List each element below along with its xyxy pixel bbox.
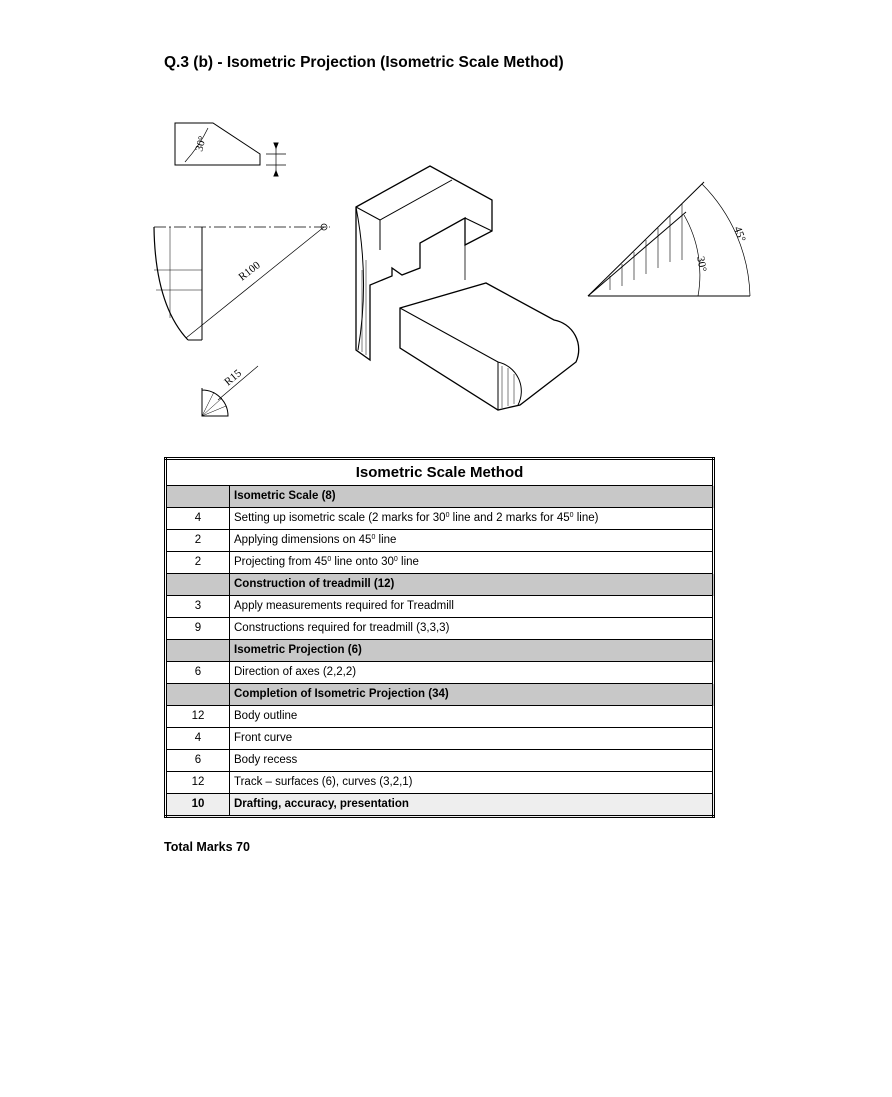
table-heading-row xyxy=(166,459,714,486)
section-mark-cell xyxy=(166,486,230,508)
table-row xyxy=(166,750,714,772)
description-cell: Body recess xyxy=(230,750,714,772)
description-text: line) xyxy=(573,512,599,524)
description-text: Applying dimensions on 45 xyxy=(234,534,372,546)
mark-cell: 2 xyxy=(166,552,230,574)
isometric-drawing xyxy=(130,100,770,430)
description-cell: Front curve xyxy=(230,728,714,750)
table-row xyxy=(166,508,714,530)
section-row xyxy=(166,486,714,508)
table-row xyxy=(166,618,714,640)
description-text: line and 2 marks for 45 xyxy=(449,512,570,524)
section-title: Construction of treadmill (12) xyxy=(230,574,714,596)
scale-angle-label-45: 45° xyxy=(731,224,748,244)
mark-cell: 3 xyxy=(166,596,230,618)
description-cell: Body outline xyxy=(230,706,714,728)
mark-cell: 10 xyxy=(166,794,230,817)
description-text: line onto 30 xyxy=(331,556,394,568)
mark-cell: 6 xyxy=(166,750,230,772)
table-row xyxy=(166,662,714,684)
description-text: line xyxy=(397,556,419,568)
degree-superscript: 0 xyxy=(371,534,376,541)
table-heading: Isometric Scale Method xyxy=(166,459,714,486)
degree-superscript: 0 xyxy=(569,512,574,519)
mark-cell: 12 xyxy=(166,706,230,728)
r100-curve xyxy=(154,227,188,340)
description-cell: Direction of axes (2,2,2) xyxy=(230,662,714,684)
mark-cell: 4 xyxy=(166,728,230,750)
section-title: Isometric Projection (6) xyxy=(230,640,714,662)
description-cell xyxy=(230,508,714,530)
radius-label-r100: R100 xyxy=(236,259,263,284)
table-row xyxy=(166,552,714,574)
section-title: Isometric Scale (8) xyxy=(230,486,714,508)
page-title: Q.3 (b) - Isometric Projection (Isometric Scale Method) xyxy=(164,54,564,71)
description-text: Setting up isometric scale (2 marks for 30 xyxy=(234,512,446,524)
scale-45-line xyxy=(588,182,704,296)
final-row xyxy=(166,794,714,817)
radius-label-r15: R15 xyxy=(222,367,244,389)
total-marks: Total Marks 70 xyxy=(164,840,250,854)
scale-30-line xyxy=(588,212,686,296)
section-row xyxy=(166,640,714,662)
angle-label-30: 30° xyxy=(193,134,209,153)
table-row xyxy=(166,706,714,728)
description-cell xyxy=(230,552,714,574)
table-row xyxy=(166,596,714,618)
section-row xyxy=(166,574,714,596)
description-cell: Drafting, accuracy, presentation xyxy=(230,794,714,817)
description-cell: Constructions required for treadmill (3,3,3) xyxy=(230,618,714,640)
mark-cell: 12 xyxy=(166,772,230,794)
marking-scheme-table xyxy=(164,457,715,818)
mark-cell: 6 xyxy=(166,662,230,684)
degree-superscript: 0 xyxy=(393,556,398,563)
mark-cell: 9 xyxy=(166,618,230,640)
table-row xyxy=(166,772,714,794)
description-text: line xyxy=(375,534,397,546)
scale-30-arc xyxy=(684,215,700,296)
r15-arc xyxy=(202,388,228,416)
description-text: Projecting from 45 xyxy=(234,556,328,568)
section-mark-cell xyxy=(166,684,230,706)
scale-angle-label-30: 30° xyxy=(694,255,709,273)
description-cell: Apply measurements required for Treadmill xyxy=(230,596,714,618)
description-cell xyxy=(230,530,714,552)
r100-leader xyxy=(186,227,324,338)
section-mark-cell xyxy=(166,640,230,662)
section-title: Completion of Isometric Projection (34) xyxy=(230,684,714,706)
mark-cell: 2 xyxy=(166,530,230,552)
section-mark-cell xyxy=(166,574,230,596)
description-cell: Track – surfaces (6), curves (3,2,1) xyxy=(230,772,714,794)
degree-superscript: 0 xyxy=(445,512,450,519)
table-row xyxy=(166,728,714,750)
iso-treadmill-base xyxy=(400,283,579,410)
mark-cell: 4 xyxy=(166,508,230,530)
table-row xyxy=(166,530,714,552)
degree-superscript: 0 xyxy=(327,556,332,563)
section-row xyxy=(166,684,714,706)
